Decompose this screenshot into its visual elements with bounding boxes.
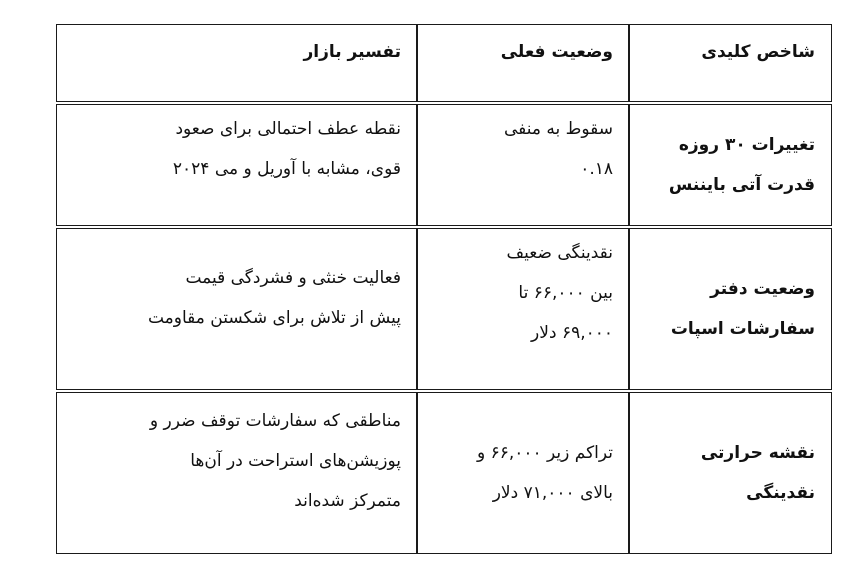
row-3-indicator-text: نقشه حرارتی نقدینگی: [700, 443, 815, 503]
header-key-indicator: [628, 24, 832, 102]
table-row-1-interpretation: [56, 104, 418, 226]
row-2-status-text: نقدینگی ضعیف بین ۶۶,۰۰۰ تا ۶۹,۰۰۰ دلار: [506, 243, 613, 343]
table-row-1-indicator: [628, 104, 832, 226]
header-current-status: [416, 24, 630, 102]
market-indicators-table: [56, 24, 832, 556]
table-row-3-indicator: [628, 392, 832, 554]
row-1-indicator-text: تغییرات ۳۰ روزه قدرت آتی بایننس: [668, 135, 815, 195]
header-current-status-label: وضعیت فعلی: [500, 42, 613, 62]
row-1-interpretation-text: نقطه عطف احتمالی برای صعود قوی، مشابه با آوریل و می ۲۰۲۴: [172, 119, 401, 179]
table-row-2-interpretation: [56, 228, 418, 390]
header-key-indicator-label: شاخص کلیدی: [701, 42, 815, 62]
table-row-3-status: [416, 392, 630, 554]
header-market-interpretation: [56, 24, 418, 102]
table-row-1-status: [416, 104, 630, 226]
row-2-interpretation-text: فعالیت خنثی و فشردگی قیمت پیش از تلاش برای شکستن مقاومت: [147, 268, 401, 328]
row-3-interpretation-text: مناطقی که سفارشات توقف ضرر و پوزیشن‌های استراحت در آن‌ها متمرکز شده‌اند: [149, 411, 401, 511]
table-row-2-indicator: [628, 228, 832, 390]
table-row-2-status: [416, 228, 630, 390]
row-3-status-text: تراکم زیر ۶۶,۰۰۰ و بالای ۷۱,۰۰۰ دلار: [476, 443, 613, 503]
row-2-indicator-text: وضعیت دفتر سفارشات اسپات: [670, 279, 815, 339]
row-1-status-text: سقوط به منفی ۰.۱۸: [503, 119, 613, 179]
table-row-3-interpretation: [56, 392, 418, 554]
header-market-interpretation-label: تفسیر بازار: [303, 42, 401, 62]
